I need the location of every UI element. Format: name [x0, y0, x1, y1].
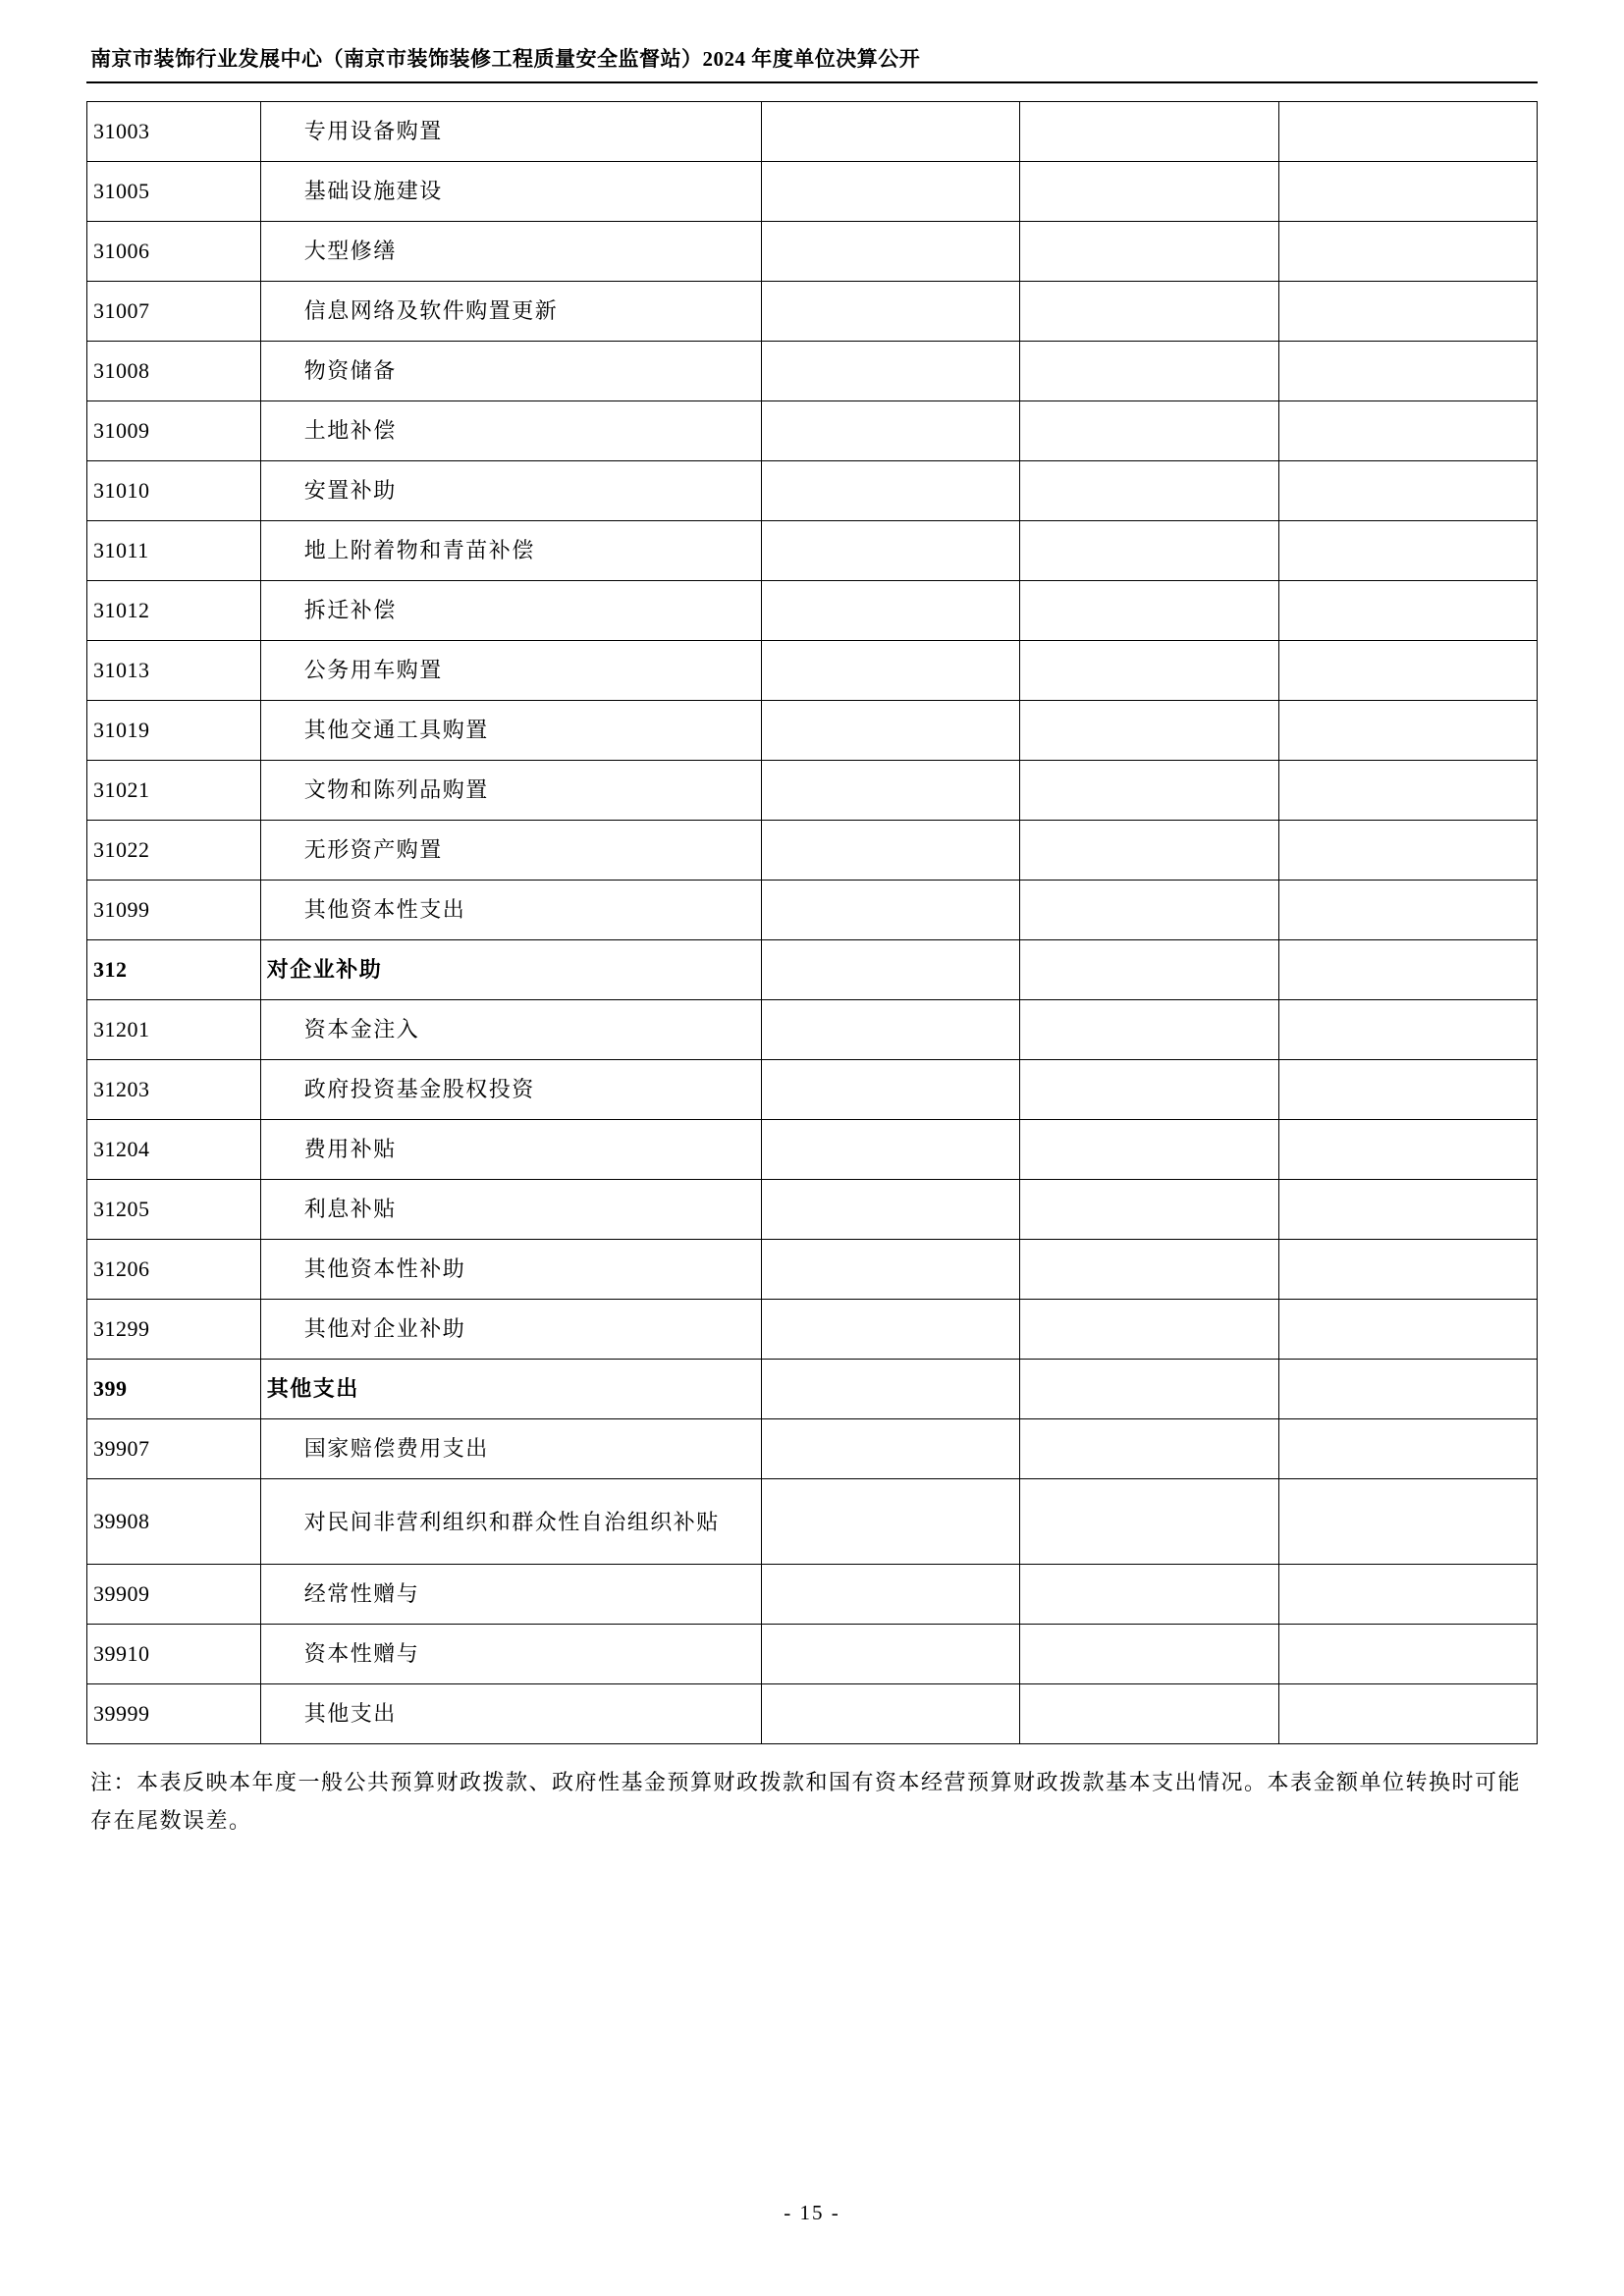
row-item-name	[260, 1625, 761, 1684]
row-item-label: 信息网络及软件购置更新	[303, 298, 559, 324]
row-code: 399	[87, 1360, 261, 1419]
row-item-label: 无形资产购置	[303, 837, 443, 863]
row-value-2	[1020, 162, 1278, 222]
row-item-name	[260, 1300, 761, 1360]
row-value-3	[1278, 461, 1537, 521]
table-row	[87, 401, 1538, 461]
row-item-name	[260, 701, 761, 761]
row-value-2	[1020, 1565, 1278, 1625]
row-item-label: 经常性赠与	[303, 1581, 420, 1607]
row-code: 312	[87, 940, 261, 1000]
table-row	[87, 1565, 1538, 1625]
row-value-1	[762, 282, 1020, 342]
table-row	[87, 940, 1538, 1000]
table-row	[87, 461, 1538, 521]
row-item-name	[260, 940, 761, 1000]
row-value-3	[1278, 701, 1537, 761]
row-value-2	[1020, 401, 1278, 461]
row-value-1	[762, 1180, 1020, 1240]
row-code: 39999	[87, 1684, 261, 1744]
row-item-label: 拆迁补偿	[303, 598, 397, 623]
row-code: 31019	[87, 701, 261, 761]
row-item-name	[260, 1419, 761, 1479]
row-item-label: 对民间非营利组织和群众性自治组织补贴	[303, 1509, 720, 1534]
table-row	[87, 701, 1538, 761]
row-item-name	[260, 1360, 761, 1419]
row-item-label: 大型修缮	[303, 239, 397, 264]
budget-expenditure-table	[86, 101, 1538, 1744]
row-value-3	[1278, 1180, 1537, 1240]
row-value-2	[1020, 1120, 1278, 1180]
table-row	[87, 521, 1538, 581]
row-item-name	[260, 222, 761, 282]
row-value-3	[1278, 940, 1537, 1000]
row-value-2	[1020, 1684, 1278, 1744]
row-value-3	[1278, 282, 1537, 342]
row-item-label: 物资储备	[303, 358, 397, 384]
row-item-name	[260, 401, 761, 461]
row-code: 39907	[87, 1419, 261, 1479]
row-value-2	[1020, 282, 1278, 342]
row-value-1	[762, 581, 1020, 641]
row-item-name	[260, 881, 761, 940]
row-code: 31007	[87, 282, 261, 342]
row-value-1	[762, 461, 1020, 521]
row-code: 31206	[87, 1240, 261, 1300]
table-row	[87, 1180, 1538, 1240]
row-item-label: 土地补偿	[303, 418, 397, 444]
row-value-3	[1278, 401, 1537, 461]
row-value-1	[762, 162, 1020, 222]
row-value-1	[762, 1360, 1020, 1419]
row-code: 39909	[87, 1565, 261, 1625]
row-value-3	[1278, 1360, 1537, 1419]
row-item-name	[260, 1479, 761, 1565]
row-value-3	[1278, 222, 1537, 282]
row-value-3	[1278, 1000, 1537, 1060]
row-item-label: 文物和陈列品购置	[303, 777, 489, 803]
row-code: 31201	[87, 1000, 261, 1060]
row-item-name	[260, 1240, 761, 1300]
table-row	[87, 1684, 1538, 1744]
row-value-2	[1020, 1180, 1278, 1240]
row-value-2	[1020, 1060, 1278, 1120]
table-row	[87, 1240, 1538, 1300]
page-number: - 15 -	[784, 2201, 840, 2224]
row-value-2	[1020, 641, 1278, 701]
table-row	[87, 1419, 1538, 1479]
row-code: 31006	[87, 222, 261, 282]
row-value-3	[1278, 1300, 1537, 1360]
row-item-label: 其他支出	[266, 1376, 359, 1402]
row-value-3	[1278, 521, 1537, 581]
row-code: 31022	[87, 821, 261, 881]
table-row	[87, 761, 1538, 821]
row-item-name	[260, 1060, 761, 1120]
row-value-3	[1278, 1684, 1537, 1744]
row-item-name	[260, 1120, 761, 1180]
row-value-1	[762, 1479, 1020, 1565]
row-item-label: 其他资本性支出	[303, 897, 466, 923]
row-item-label: 其他对企业补助	[303, 1316, 466, 1342]
row-item-label: 其他资本性补助	[303, 1256, 466, 1282]
table-row	[87, 342, 1538, 401]
row-item-label: 资本金注入	[303, 1017, 420, 1042]
table-row	[87, 581, 1538, 641]
row-value-1	[762, 1684, 1020, 1744]
row-code: 31203	[87, 1060, 261, 1120]
row-value-1	[762, 641, 1020, 701]
table-row	[87, 222, 1538, 282]
row-value-2	[1020, 940, 1278, 1000]
row-code: 31009	[87, 401, 261, 461]
row-value-3	[1278, 581, 1537, 641]
row-value-2	[1020, 1000, 1278, 1060]
row-item-name	[260, 1180, 761, 1240]
row-item-label: 专用设备购置	[303, 119, 443, 144]
row-code: 31013	[87, 641, 261, 701]
row-code: 31003	[87, 102, 261, 162]
row-value-3	[1278, 761, 1537, 821]
row-code: 31011	[87, 521, 261, 581]
row-value-2	[1020, 1479, 1278, 1565]
row-value-2	[1020, 701, 1278, 761]
table-row	[87, 282, 1538, 342]
row-item-name	[260, 581, 761, 641]
header-divider	[86, 81, 1538, 83]
row-code: 31012	[87, 581, 261, 641]
row-item-name	[260, 342, 761, 401]
table-row	[87, 1000, 1538, 1060]
row-value-1	[762, 1240, 1020, 1300]
table-row	[87, 1120, 1538, 1180]
row-value-3	[1278, 1419, 1537, 1479]
row-item-label: 资本性赠与	[303, 1641, 420, 1667]
row-item-name	[260, 521, 761, 581]
row-value-2	[1020, 821, 1278, 881]
row-item-name	[260, 641, 761, 701]
row-value-2	[1020, 102, 1278, 162]
row-value-1	[762, 1419, 1020, 1479]
table-row	[87, 821, 1538, 881]
row-item-label: 其他支出	[303, 1701, 397, 1727]
row-value-1	[762, 1120, 1020, 1180]
table-note: 注：本表反映本年度一般公共预算财政拨款、政府性基金预算财政拨款和国有资本经营预算财政拨款基本支出情况。本表金额单位转换时可能存在尾数误差。	[90, 1770, 1522, 1833]
table-row	[87, 1479, 1538, 1565]
row-code: 31204	[87, 1120, 261, 1180]
row-value-3	[1278, 162, 1537, 222]
row-value-2	[1020, 1360, 1278, 1419]
row-code: 31099	[87, 881, 261, 940]
row-code: 31005	[87, 162, 261, 222]
row-item-name	[260, 761, 761, 821]
row-code: 39908	[87, 1479, 261, 1565]
row-value-2	[1020, 1240, 1278, 1300]
row-code: 39910	[87, 1625, 261, 1684]
row-value-2	[1020, 461, 1278, 521]
row-item-label: 利息补贴	[303, 1197, 397, 1222]
row-value-2	[1020, 761, 1278, 821]
row-value-1	[762, 342, 1020, 401]
row-value-3	[1278, 102, 1537, 162]
row-value-2	[1020, 342, 1278, 401]
table-row	[87, 1625, 1538, 1684]
row-value-2	[1020, 521, 1278, 581]
row-value-1	[762, 1060, 1020, 1120]
row-item-label: 对企业补助	[266, 957, 383, 983]
row-value-2	[1020, 222, 1278, 282]
table-row	[87, 1060, 1538, 1120]
row-item-name	[260, 1684, 761, 1744]
table-row	[87, 641, 1538, 701]
table-row	[87, 881, 1538, 940]
row-value-3	[1278, 641, 1537, 701]
row-value-1	[762, 1300, 1020, 1360]
row-value-1	[762, 940, 1020, 1000]
row-item-name	[260, 162, 761, 222]
row-value-1	[762, 701, 1020, 761]
row-item-label: 政府投资基金股权投资	[303, 1077, 535, 1102]
row-value-3	[1278, 342, 1537, 401]
row-item-name	[260, 821, 761, 881]
row-value-1	[762, 401, 1020, 461]
table-row	[87, 162, 1538, 222]
row-item-label: 公务用车购置	[303, 658, 443, 683]
row-value-2	[1020, 1419, 1278, 1479]
row-code: 31008	[87, 342, 261, 401]
row-item-label: 其他交通工具购置	[303, 718, 489, 743]
row-item-label: 费用补贴	[303, 1137, 397, 1162]
row-code: 31299	[87, 1300, 261, 1360]
row-item-name	[260, 1565, 761, 1625]
table-row	[87, 1300, 1538, 1360]
table-row	[87, 102, 1538, 162]
row-value-3	[1278, 1565, 1537, 1625]
row-item-name	[260, 461, 761, 521]
row-value-1	[762, 1625, 1020, 1684]
row-code: 31205	[87, 1180, 261, 1240]
row-value-2	[1020, 1625, 1278, 1684]
table-body	[87, 102, 1538, 1744]
row-value-1	[762, 1565, 1020, 1625]
row-value-3	[1278, 821, 1537, 881]
row-value-1	[762, 1000, 1020, 1060]
row-code: 31021	[87, 761, 261, 821]
row-value-3	[1278, 1120, 1537, 1180]
row-item-name	[260, 282, 761, 342]
row-code: 31010	[87, 461, 261, 521]
row-item-name	[260, 102, 761, 162]
row-value-1	[762, 821, 1020, 881]
row-value-3	[1278, 881, 1537, 940]
row-value-1	[762, 102, 1020, 162]
row-value-3	[1278, 1060, 1537, 1120]
row-value-3	[1278, 1240, 1537, 1300]
row-item-label: 国家赔偿费用支出	[303, 1436, 489, 1462]
row-item-label: 基础设施建设	[303, 179, 443, 204]
row-item-label: 安置补助	[303, 478, 397, 504]
page-header-title: 南京市装饰行业发展中心（南京市装饰装修工程质量安全监督站）2024 年度单位决算公开	[90, 47, 921, 71]
row-value-3	[1278, 1625, 1537, 1684]
row-value-1	[762, 761, 1020, 821]
row-value-1	[762, 521, 1020, 581]
row-value-1	[762, 881, 1020, 940]
table-row	[87, 1360, 1538, 1419]
row-item-label: 地上附着物和青苗补偿	[303, 538, 535, 563]
row-value-2	[1020, 1300, 1278, 1360]
row-value-2	[1020, 581, 1278, 641]
row-value-2	[1020, 881, 1278, 940]
row-value-3	[1278, 1479, 1537, 1565]
row-item-name	[260, 1000, 761, 1060]
row-value-1	[762, 222, 1020, 282]
